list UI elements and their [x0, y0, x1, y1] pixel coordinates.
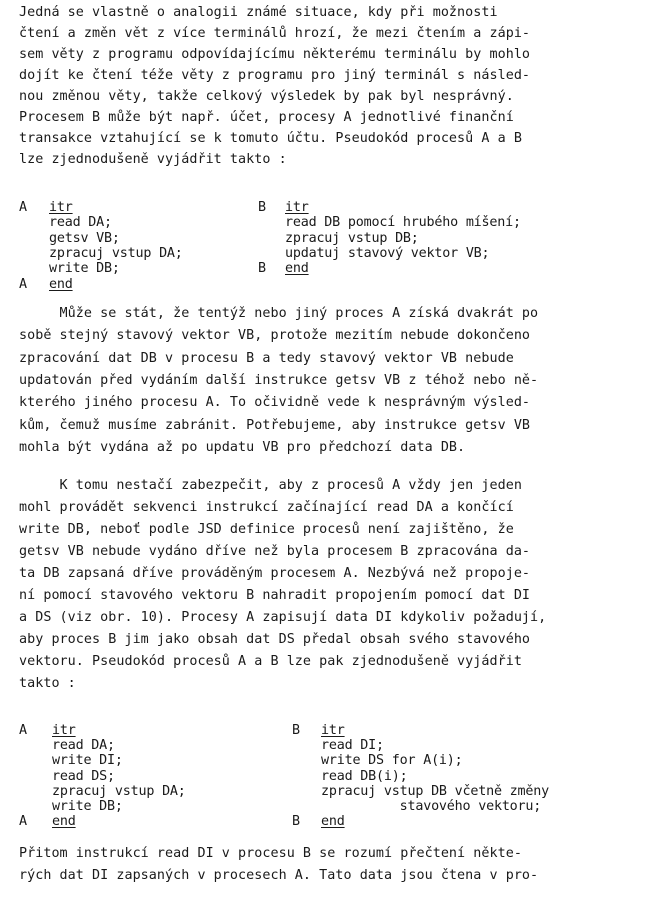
code-keyword: itr	[49, 200, 73, 215]
text-line: Procesem B může být např. účet, procesy A jednotlivé finanční	[19, 110, 514, 125]
code-line: read DA;	[52, 738, 115, 754]
process-label: A	[19, 200, 27, 215]
code-keyword: itr	[285, 200, 309, 215]
text-line: sem věty z programu odpovídajícímu některému terminálu by mohlo	[19, 47, 531, 62]
code-keyword: end	[321, 814, 345, 830]
text-line: transakce vztahující se k tomuto účtu. Pseudokód procesů A a B	[19, 131, 522, 146]
text-line: takto :	[19, 676, 76, 691]
code-keyword: end	[49, 276, 73, 292]
code-line: write DB;	[49, 261, 120, 277]
text-line: Přitom instrukcí read DI v procesu B se rozumí přečtení někte-	[19, 846, 522, 861]
text-line: ní pomocí stavového vektoru B nahradit propojením pomocí dat DI	[19, 588, 531, 603]
process-label: A	[19, 814, 27, 830]
text-line: K tomu nestačí zabezpečit, aby z procesů A vždy jen jeden	[19, 478, 522, 493]
code-line: updatuj stavový vektor VB;	[285, 245, 490, 261]
text-line: ta DB zapsaná dříve prováděným procesem A. Nezbývá než propoje-	[19, 566, 531, 581]
text-line: sobě stejný stavový vektor VB, protože mezitím nebude dokončeno	[19, 328, 531, 344]
code-line: zpracuj vstup DA;	[49, 245, 183, 261]
code-line: read DB pomocí hrubého míšení;	[285, 215, 521, 231]
code-keyword: itr	[52, 723, 76, 738]
text-line: mohla být vydána až po updatu VB pro předchozí data DB.	[19, 439, 466, 455]
text-line: kterého jiného procesu A. To očividně vede k nesprávným výsled-	[19, 395, 531, 411]
text-line: aby proces B jim jako obsah dat DS předal obsah svého stavového	[19, 632, 531, 647]
text-line: čtení a změn vět z více terminálů hrozí, že mezi čtením a zápi-	[19, 26, 531, 41]
code-line: zpracuj vstup DA;	[52, 783, 186, 799]
process-label: A	[19, 723, 27, 738]
text-line: zpracování dat DB v procesu B a tedy stavový vektor VB nebude	[19, 350, 514, 366]
text-line: kům, čemuž musíme zabránit. Potřebujeme, aby instrukce getsv VB	[19, 417, 531, 433]
text-line: mohl provádět sekvenci instrukcí začínající read DA a končící	[19, 500, 514, 515]
text-line: Jedná se vlastně o analogii známé situace, kdy při možnosti	[19, 5, 498, 20]
code-line: write DS for A(i);	[321, 753, 463, 769]
process-label: B	[292, 814, 300, 830]
code-keyword: itr	[321, 723, 345, 738]
code-line: read DI;	[321, 738, 384, 754]
code-line: zpracuj vstup DB včetně změny	[321, 783, 549, 799]
code-line: write DB;	[52, 799, 123, 814]
code-line: read DS;	[52, 768, 115, 784]
code-keyword: end	[285, 261, 309, 277]
process-label: B	[258, 261, 266, 277]
text-line: a DS (viz obr. 10). Procesy A zapisují data DI kdykoliv požadují,	[19, 610, 547, 625]
text-line: updatován před vydáním další instrukce getsv VB z téhož nebo ně-	[19, 372, 539, 388]
text-line: dojít ke čtení téže věty z programu pro jiný terminál s násled-	[19, 68, 531, 83]
code-line: read DB(i);	[321, 768, 408, 784]
text-line: Může se stát, že tentýž nebo jiný proces A získá dvakrát po	[19, 306, 539, 321]
text-line: getsv VB nebude vydáno dříve než byla procesem B zpracována da-	[19, 544, 531, 559]
text-line: vektoru. Pseudokód procesů A a B lze pak zjednodušeně vyjádřit	[19, 654, 522, 669]
text-line: lze zjednodušeně vyjádřit takto :	[19, 152, 287, 167]
code-line: write DI;	[52, 753, 123, 769]
process-label: B	[292, 723, 300, 738]
text-line: nou změnou věty, takže celkový výsledek by pak byl nesprávný.	[19, 89, 514, 104]
code-line: getsv VB;	[49, 230, 120, 246]
text-line: write DB, neboť podle JSD definice procesů není zajištěno, že	[19, 522, 514, 537]
text-line: rých dat DI zapsaných v procesech A. Tato data jsou čtena v pro-	[19, 867, 539, 883]
code-line: stavového vektoru;	[321, 799, 542, 814]
code-line: read DA;	[49, 215, 112, 231]
code-line: zpracuj vstup DB;	[285, 230, 419, 246]
process-label: B	[258, 200, 266, 215]
code-keyword: end	[52, 814, 76, 830]
process-label: A	[19, 276, 27, 292]
